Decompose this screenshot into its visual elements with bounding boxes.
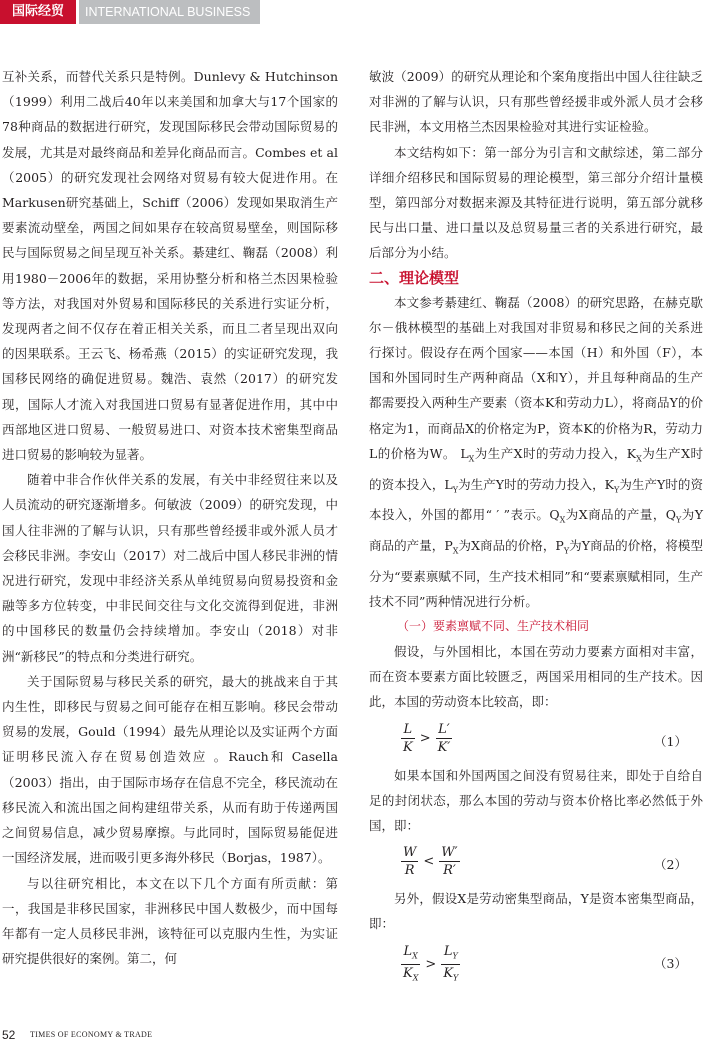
eq-denominator: R bbox=[404, 863, 415, 879]
eq-denominator: $K_Y$ bbox=[443, 966, 459, 983]
paragraph: 互补关系，而替代关系只是特例。Dunlevy & Hutchinson（1999）利用二战后40年以来美国和加拿大与17个国家的78种商品的数据进行研究，发现国际移民会带动国际贸易的发展，尤其是对最终商品和差异化商品而言。Combes et al （2005）的研究发现社会网络对贸易有较大促进作用。在Markusen研究基础上，Schiff（2006）发现如果取消生产要素流动壁垒，两国之间如果存在较高贸易壁垒，则国际移民与国际贸易之间呈现互补关系。綦建红、鞠磊（2008）利用1980－2006年的数据，采用协整分析和格兰杰因果检验等方法，对我国对外贸易和国际移民的关系进行实证分析，发现两者之间不仅存在着正相关关系，而且二者呈现出双向的因果联系。王云飞、杨希燕（2015）的实证研究发现，我国移民网络的确促进贸易。魏浩、袁然（2017）的研究发现，国际人才流入对我国进口贸易有显著促进作用，其中中西部地区进口贸易、一般贸易进口、对资本技术密集型商品进口贸易的影响较为显著。 bbox=[2, 69, 338, 463]
eq-denominator: K bbox=[403, 739, 413, 755]
eq-relation: > bbox=[425, 957, 437, 973]
page-footer bbox=[2, 1028, 702, 1042]
left-column bbox=[2, 64, 338, 971]
eq-numerator: W bbox=[403, 845, 417, 861]
equation-number: （1） bbox=[654, 733, 687, 749]
paragraph: 假设，与外国相比，本国在劳动力要素方面相对丰富，而在资本要素方面比较匮乏，两国采用相同的生产技术。因此，本国的劳动资本比较高，即： bbox=[369, 644, 703, 710]
eq-denominator: K′ bbox=[437, 739, 451, 755]
right-column bbox=[369, 64, 703, 985]
subsection-heading: （一）要素禀赋不同、生产技术相同 bbox=[397, 619, 590, 634]
eq-numerator: L bbox=[401, 721, 415, 739]
eq-numerator: $L_Y$ bbox=[441, 943, 460, 966]
eq-numerator: W′ bbox=[441, 845, 458, 861]
page-number: 52 bbox=[2, 1028, 16, 1042]
equation-1 bbox=[369, 715, 703, 763]
paragraph: 另外，假设X是劳动密集型商品，Y是资本密集型商品，即： bbox=[369, 891, 703, 932]
section-heading: 二、理论模型 bbox=[369, 268, 460, 287]
paragraph: 敏波（2009）的研究从理论和个案角度指出中国人往往缺乏对非洲的了解与认识，只有那些曾经援非或外派人员才会移民非洲，本文用格兰杰因果检验对其进行实证检验。 bbox=[369, 69, 703, 135]
equation-number: （3） bbox=[654, 955, 687, 971]
paragraph: 随着中非合作伙伴关系的发展，有关中非经贸往来以及人员流动的研究逐渐增多。何敏波（2009）的研究发现，中国人往非洲的了解与认识，只有那些曾经援非或外派人员才会移民非洲。李安山（2017）对二战后中国人移民非洲的情况进行研究，发现中非经济关系从单纯贸易向贸易投资和金融等多方位转变，中非民间交往与文化交流得到促进，非洲的中国移民的数量仍会持续增加。李安山（2018）对非洲“新移民”的特点和分类进行研究。 bbox=[2, 472, 339, 664]
eq-numerator: $L_X$ bbox=[401, 943, 420, 966]
eq-relation: > bbox=[419, 730, 431, 746]
section-tag-en: INTERNATIONAL BUSINESS bbox=[79, 0, 260, 24]
paragraph: 关于国际贸易与移民关系的研究，最大的挑战来自于其内生性，即移民与贸易之间可能存在相互影响。移民会带动贸易的发展，Gould（1994）最先从理论以及实证两个方面证明移民流入存在贸易创造效应 。Rauch和 Casella（2003）指出，由于国际市场存在信息不完全，移民流动在移民流入和流出国之间构建纽带关系，从而有助于传递两国之间贸易信息，减少贸易摩擦。与此同时，国际贸易能促进一国经济发展，进而吸引更多海外移民（Borjas，1987）。 bbox=[2, 673, 338, 866]
eq-relation: < bbox=[423, 854, 435, 870]
equation-number: （2） bbox=[654, 857, 687, 873]
eq-numerator: L′ bbox=[436, 721, 453, 739]
equation-2 bbox=[369, 838, 703, 886]
section-tag-cn: 国际经贸 bbox=[0, 0, 76, 24]
eq-denominator: R′ bbox=[443, 863, 456, 879]
paragraph: 本文结构如下：第一部分为引言和文献综述，第二部分详细介绍移民和国际贸易的理论模型，第三部分介绍计量模型，第四部分对数据来源及其特征进行说明，第五部分就移民与出口量、进口量以及总贸易量三者的关系进行研究，最后部分为小结。 bbox=[369, 144, 703, 261]
eq-denominator: $K_X$ bbox=[403, 966, 419, 983]
magazine-name: TIMES OF ECONOMY & TRADE bbox=[30, 1030, 153, 1039]
paragraph: 与以往研究相比，本文在以下几个方面有所贡献：第一，我国是非移民国家，非洲移民中国人数极少，而中国每年都有一定人员移民非洲，该特征可以克服内生性，为实证研究提供很好的案例。第二，何 bbox=[2, 875, 338, 967]
page-header bbox=[0, 0, 705, 28]
paragraph: 如果本国和外国两国之间没有贸易往来，即处于自给自足的封闭状态，那么本国的劳动与资本价格比率必然低于外国，即： bbox=[369, 767, 703, 834]
equation-3 bbox=[369, 937, 703, 985]
paragraph-model: 本文参考綦建红、鞠磊（2008）的研究思路，在赫克歇尔－俄林模型的基础上对我国对非贸易和移民之间的关系进行探讨。假设存在两个国家——本国（H）和外国（F），本国和外国同时生产两种商品（X和Y），并且每种商品的生产都需要投入两种生产要素（资本K和劳动力L），将商品Y的价格定为1，而商品X的价格定为P，资本K的价格为R，劳动力L的价格为W。 $L_X$为生产X时的劳动力投入，$K_X$为生产X时的资本投入，$L_Y$为生产Y时的劳动力投入，$K_Y$为生产Y时的资本投入，外国的都用“ ′ ”表示。$Q_X$为X商品的产量，$Q_Y$为Y商品的产量，$P_X$为X商品的价格，$P_Y$为Y商品的价格，将模型分为“要素禀赋不同，生产技术相同”和“要素禀赋相同，生产技术不同”两种情况进行分析。 bbox=[369, 294, 703, 609]
